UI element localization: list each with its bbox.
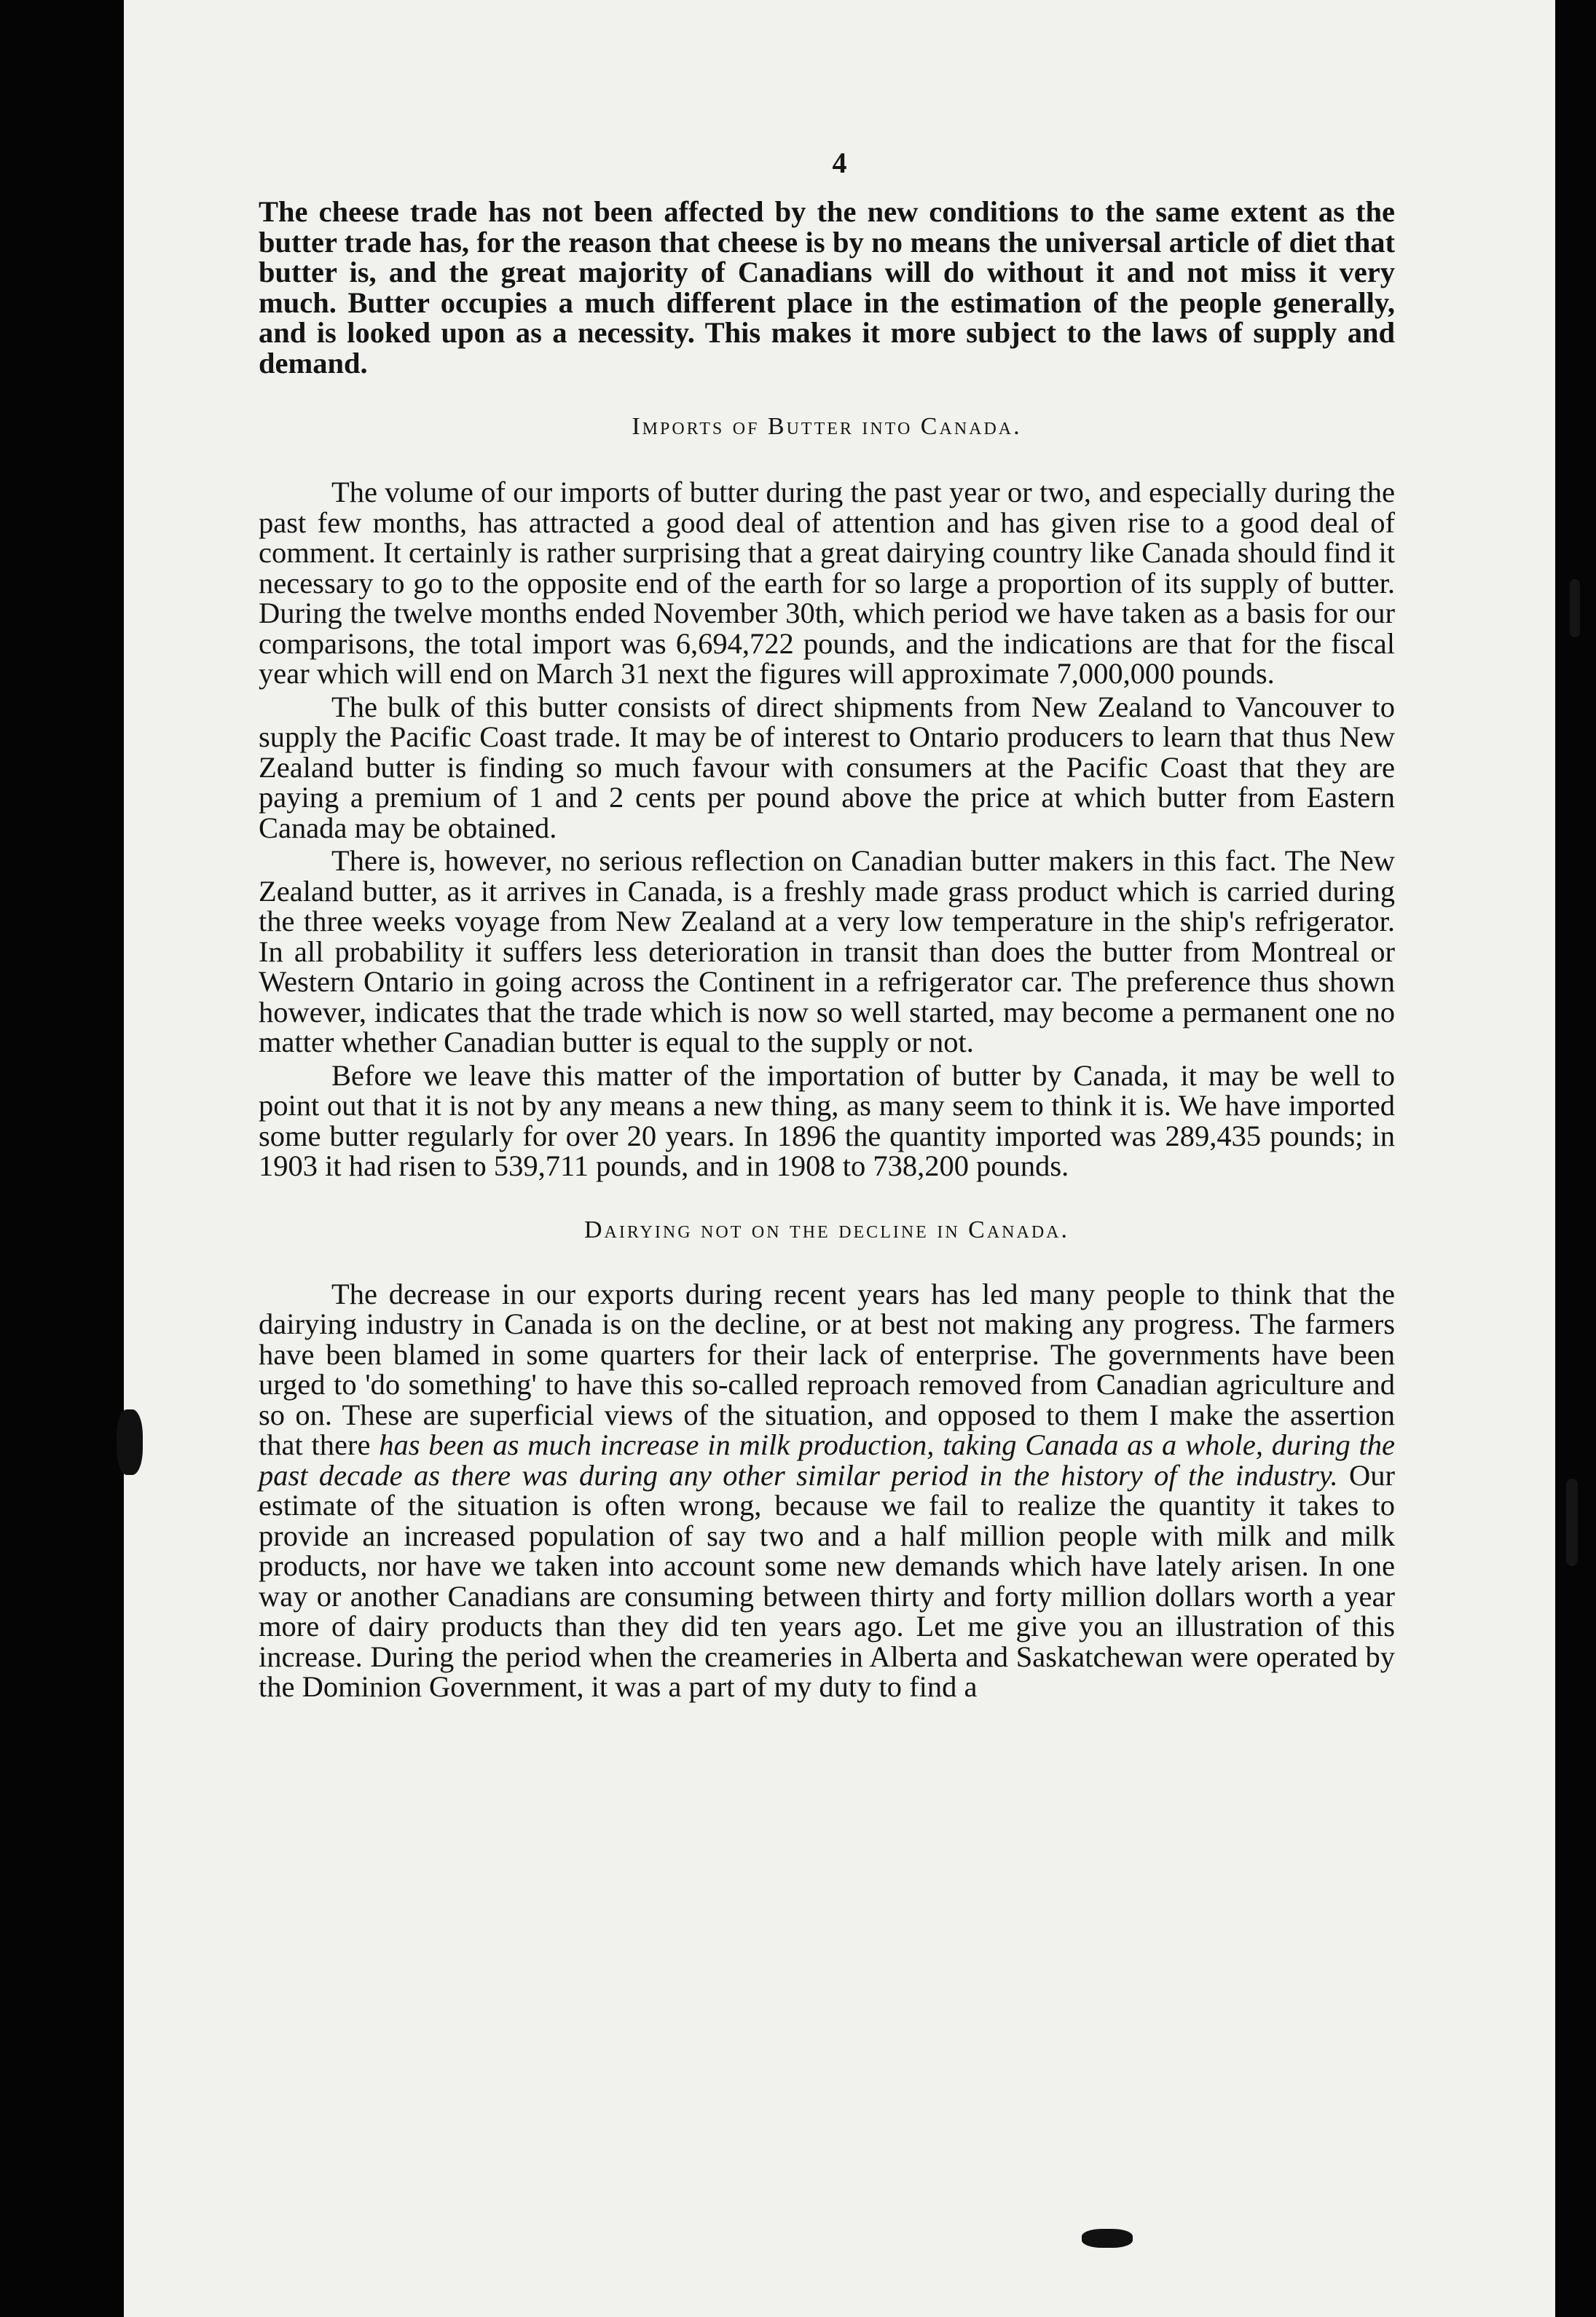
scan-border-right — [1555, 0, 1596, 2317]
document-body — [259, 197, 1395, 1702]
section-heading-dairying: Dairying not on the decline in Canada. — [584, 1216, 1069, 1243]
scan-blot-bottom — [1082, 2229, 1133, 2248]
paragraph-new-zealand-shipments: The bulk of this butter consists of direct shipments from New Zealand to Vancouver to supply the Pacific Coast trade. It may be of interest to Ontario producers to learn that thus New Zealand butter is finding so much favour with consumers at the Pacific Coast that they are paying a premium of 1 and 2 cents per pound above the price at which butter from Eastern Canada may be obtained. — [259, 690, 1395, 844]
paragraph-dairying-text-2: Our estimate of the situation is often wrong, because we fail to realize the quantity it takes to provide an increased population of say two and a half million people with milk and milk products, nor have we taken into account some new demands which have lately arisen. In one way or another Canadians are consuming between thirty and forty million dollars worth a year more of dairy products than they did ten years ago. Let me give you an illustration of this increase. During the period when the creameries in Alberta and Saskatchewan were operated by the Dominion Government, it was a part of my duty to find a — [259, 1458, 1395, 1703]
section-heading-imports: Imports of Butter into Canada. — [632, 413, 1022, 440]
paragraph-dairying-decline — [259, 1279, 1395, 1702]
page-number: 4 — [832, 146, 847, 179]
paragraph-no-serious-reflection: There is, however, no serious reflection on Canadian butter makers in this fact. The New Zealand butter, as it arrives in Canada, is a freshly made grass product which is carried during the three weeks voyage from New Zealand at a very low temperature in the ship's refrigerator. In all probability it suffers less deterioration in transit than does the butter from Montreal or Western Ontario in going across the Continent in a refrigerator car. The preference thus shown however, indicates that the trade which is now so well started, may become a permanent one no matter whether Canadian butter is equal to the supply or not. — [259, 844, 1395, 1058]
paragraph-imports-volume: The volume of our imports of butter during the past year or two, and especially during the past few months, has attracted a good deal of attention and has given rise to a good deal of comment. It certainly is rather surprising that a great dairying country like Canada should find it necessary to go to the opposite end of the earth for so large a proportion of its supply of butter. During the twelve months ended November 30th, which period we have taken as a basis for our comparisons, the total import was 6,694,722 pounds, and the indications are that for the fiscal year which will end on March 31 next the figures will approximate 7,000,000 pounds. — [259, 476, 1395, 690]
document-page — [124, 0, 1555, 2317]
margin-mark-top — [1570, 579, 1580, 637]
scan-border-left — [0, 0, 124, 2317]
scan-blot-left — [117, 1409, 143, 1475]
intro-paragraph: The cheese trade has not been affected by the new conditions to the same extent as the butter trade has, for the reason that cheese is by no means the universal article of diet that butter is, and the great majority of Canadians will do without it and not miss it very much. Butter occupies a much different place in the estimation of the people generally, and is looked upon as a necessity. This makes it more subject to the laws of supply and demand. — [259, 195, 1395, 379]
paragraph-import-history: Before we leave this matter of the importation of butter by Canada, it may be well to point out that it is not by any means a new thing, as many seem to think it is. We have imported some butter regularly for over 20 years. In 1896 the quantity imported was 289,435 pounds; in 1903 it had risen to 539,711 pounds, and in 1908 to 738,200 pounds. — [259, 1058, 1395, 1182]
paragraph-dairying-text-1: The decrease in our exports during recent years has led many people to think that the dairying industry in Canada is on the decline, or at best not making any progress. The farmers have been blamed in some quarters for their lack of enterprise. The governments have been urged to 'do something' to have this so-called reproach removed from Canadian agriculture and so on. These are superficial views of the situation, and opposed to them I make the assertion that there — [259, 1277, 1395, 1461]
margin-mark-middle — [1566, 1479, 1578, 1566]
paragraph-dairying-emphasis: has been as much increase in milk production, taking Canada as a whole, during the past decade as there was during any other similar period in the history of the industry. — [259, 1428, 1395, 1492]
